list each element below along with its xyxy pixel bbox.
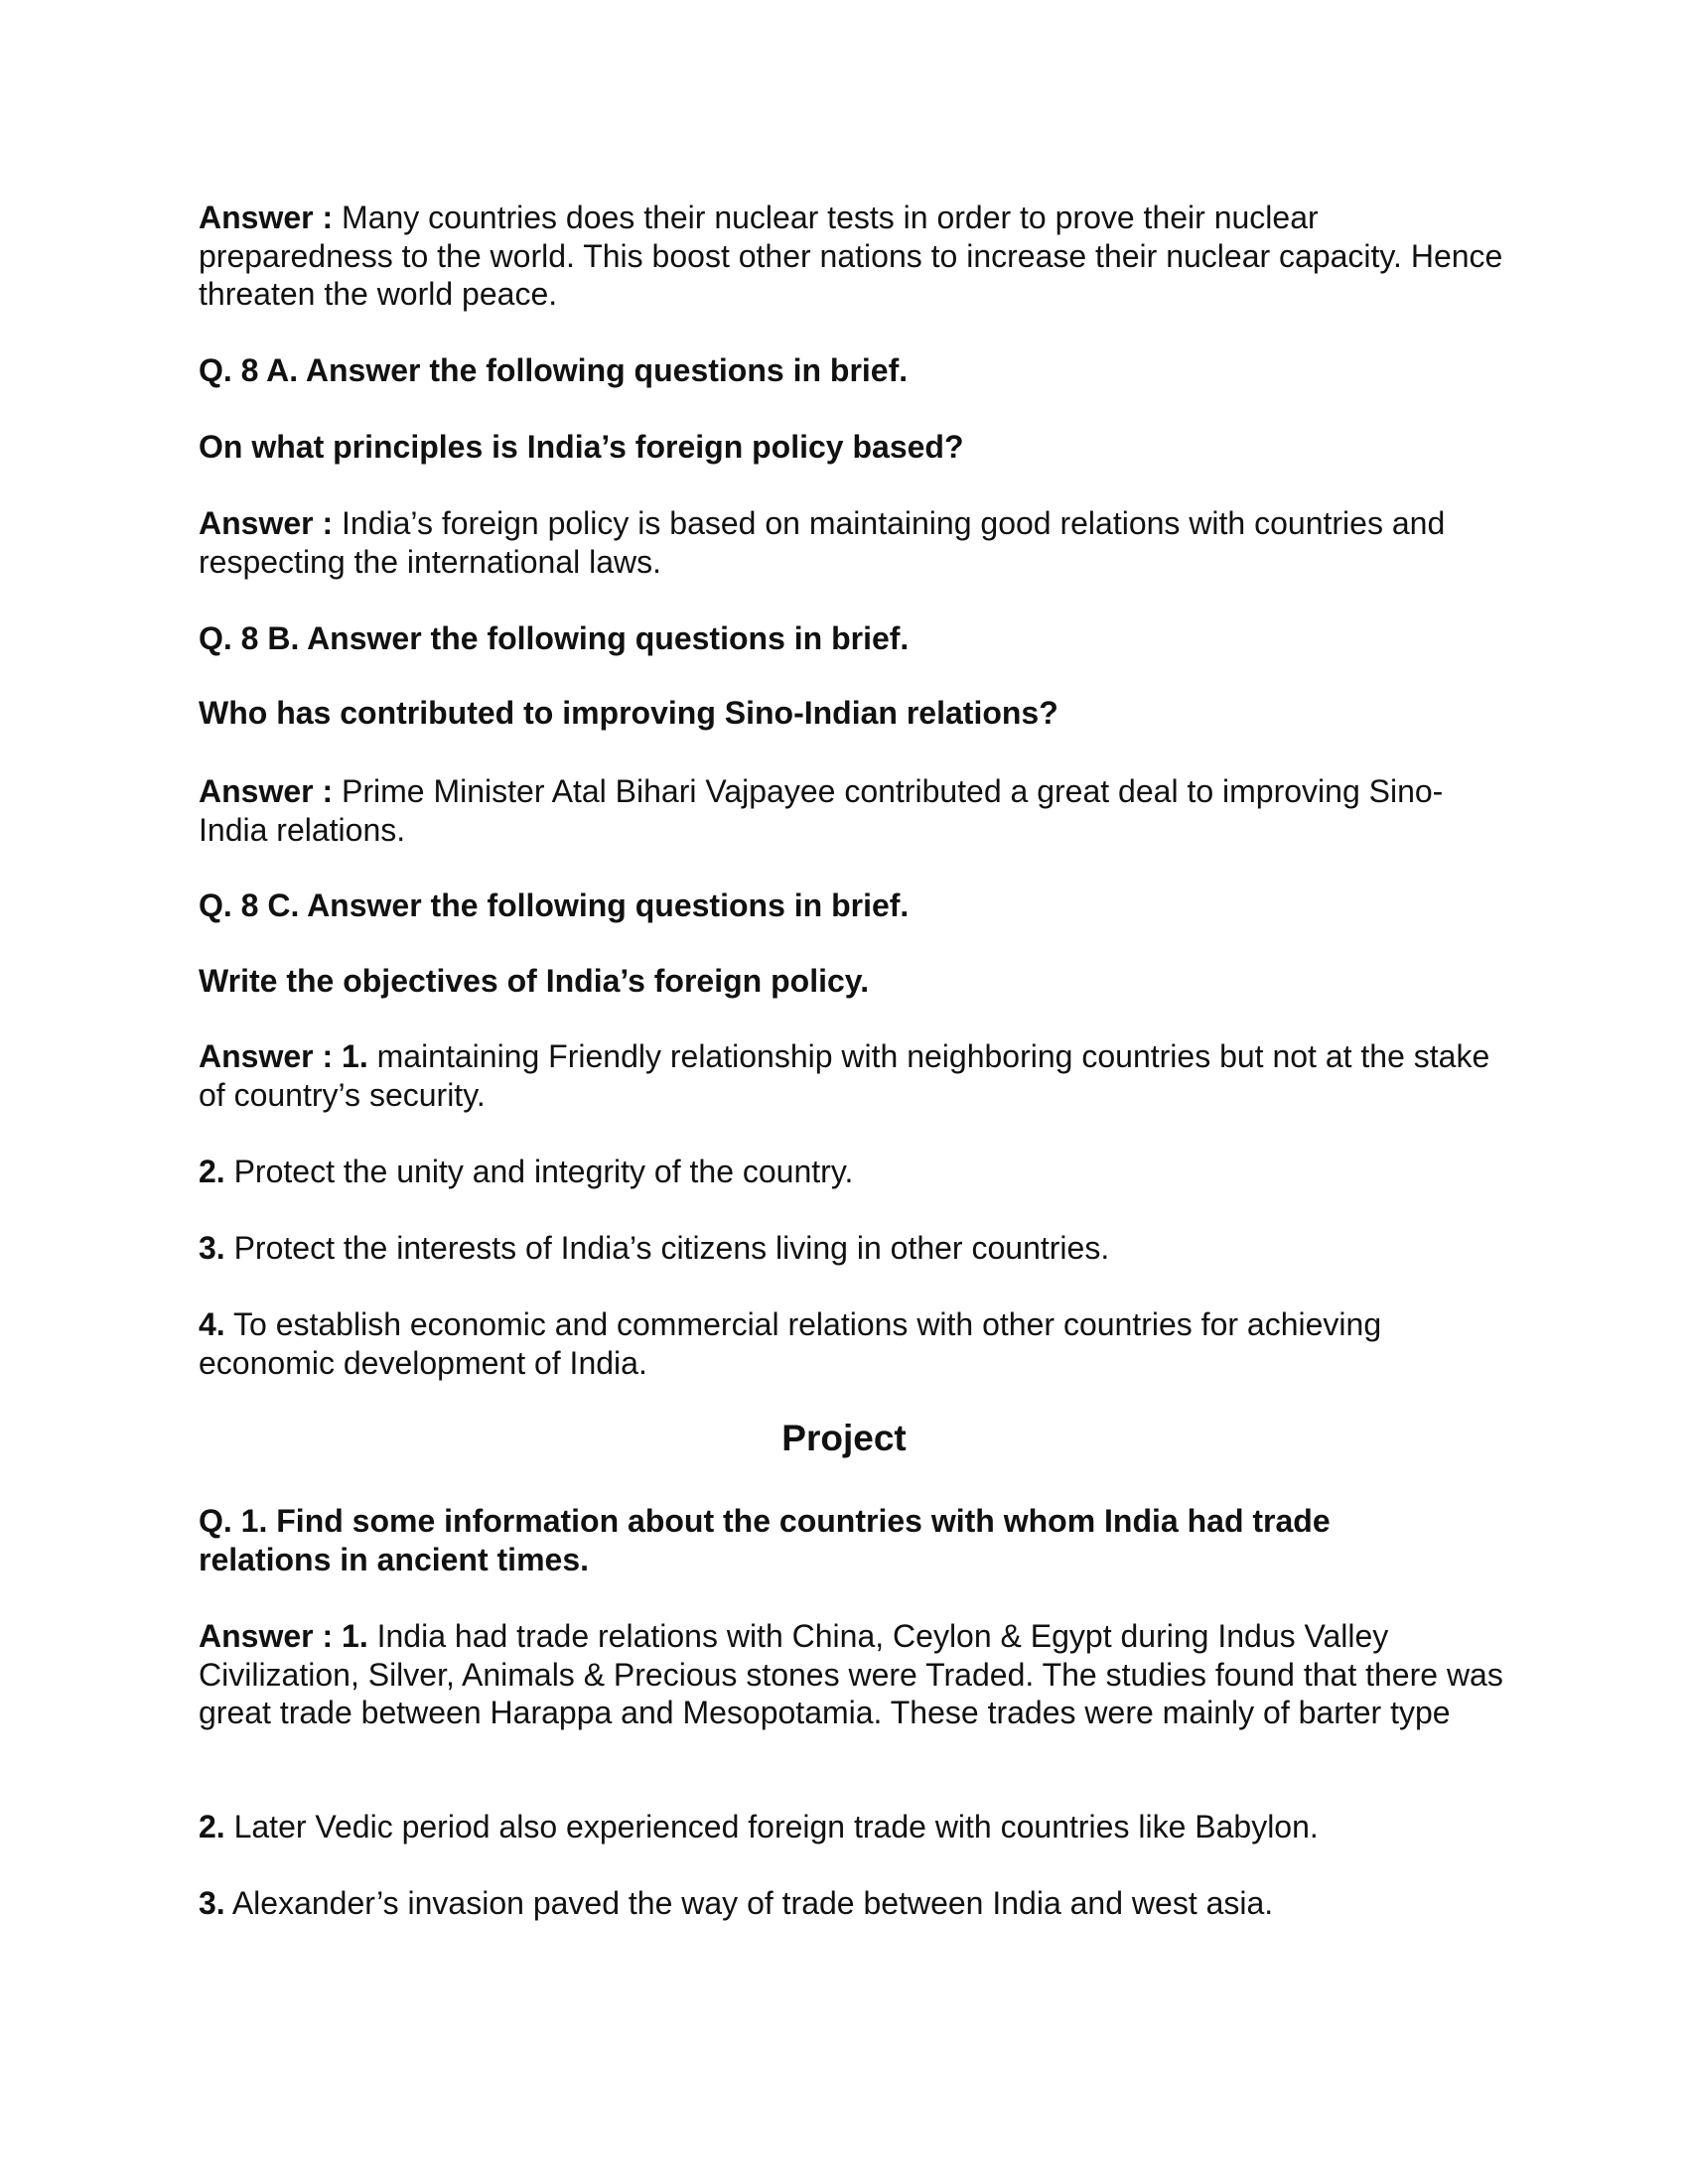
answer-text: India’s foreign policy is based on maintaining good relations with countries and respecting the international laws. <box>199 505 1446 580</box>
answer-text: Prime Minister Atal Bihari Vajpayee contributed a great deal to improving Sino-India relations. <box>199 773 1444 848</box>
point-text: Protect the interests of India’s citizens living in other countries. <box>224 1230 1110 1266</box>
point-text: To establish economic and commercial relations with other countries for achieving economic development of India. <box>199 1306 1382 1381</box>
q8a-answer <box>199 504 1509 581</box>
point-text: Alexander’s invasion paved the way of trade between India and west asia. <box>224 1885 1274 1921</box>
project-answer-point-2 <box>199 1808 1509 1846</box>
q8c-heading: Q. 8 C. Answer the following questions in brief. <box>199 887 910 923</box>
point-number: 4. <box>199 1306 225 1342</box>
q8c-question: Write the objectives of India’s foreign policy. <box>199 963 870 999</box>
point-number: 3. <box>199 1885 225 1921</box>
answer-label: Answer : <box>199 200 334 235</box>
q8b-heading: Q. 8 B. Answer the following questions in brief. <box>199 620 910 656</box>
q8c-answer-point-3 <box>199 1229 1509 1268</box>
q8c-answer-point-1 <box>199 1037 1509 1114</box>
point-text: Protect the unity and integrity of the country. <box>224 1154 854 1189</box>
point-number: 3. <box>199 1230 225 1266</box>
answer-label: Answer : 1. <box>199 1038 368 1074</box>
point-text: India had trade relations with China, Ceylon & Egypt during Indus Valley Civilization, Silver, Animals & Precious stones were Traded. The studies found that there was great trade between Harappa and Mesopotamia. These trades were mainly of barter type <box>199 1618 1503 1730</box>
q8b-answer <box>199 772 1509 849</box>
q8c-answer-point-2 <box>199 1153 1509 1191</box>
answer-label: Answer : <box>199 505 334 541</box>
answer-label: Answer : 1. <box>199 1618 368 1654</box>
answer-label: Answer : <box>199 773 334 809</box>
project-answer-point-1 <box>199 1617 1509 1732</box>
point-text: maintaining Friendly relationship with neighboring countries but not at the stake of country’s security. <box>199 1038 1490 1113</box>
point-number: 2. <box>199 1154 225 1189</box>
q8c-answer-point-4 <box>199 1305 1509 1382</box>
project-answer-point-3 <box>199 1884 1509 1923</box>
q8a-heading: Q. 8 A. Answer the following questions in brief. <box>199 352 909 388</box>
q8a-question: On what principles is India’s foreign policy based? <box>199 429 964 465</box>
section-title-project: Project <box>781 1418 907 1458</box>
answer-text: Many countries does their nuclear tests in order to prove their nuclear preparedness to the world. This boost other nations to increase their nuclear capacity. Hence threaten the world peace. <box>199 200 1503 312</box>
point-number: 2. <box>199 1809 225 1844</box>
project-question: Q. 1. Find some information about the countries with whom India had trade relations in ancient times. <box>199 1503 1331 1577</box>
q8b-question: Who has contributed to improving Sino-Indian relations? <box>199 695 1058 731</box>
answer-q7 <box>199 199 1509 314</box>
point-text: Later Vedic period also experienced foreign trade with countries like Babylon. <box>224 1809 1319 1844</box>
